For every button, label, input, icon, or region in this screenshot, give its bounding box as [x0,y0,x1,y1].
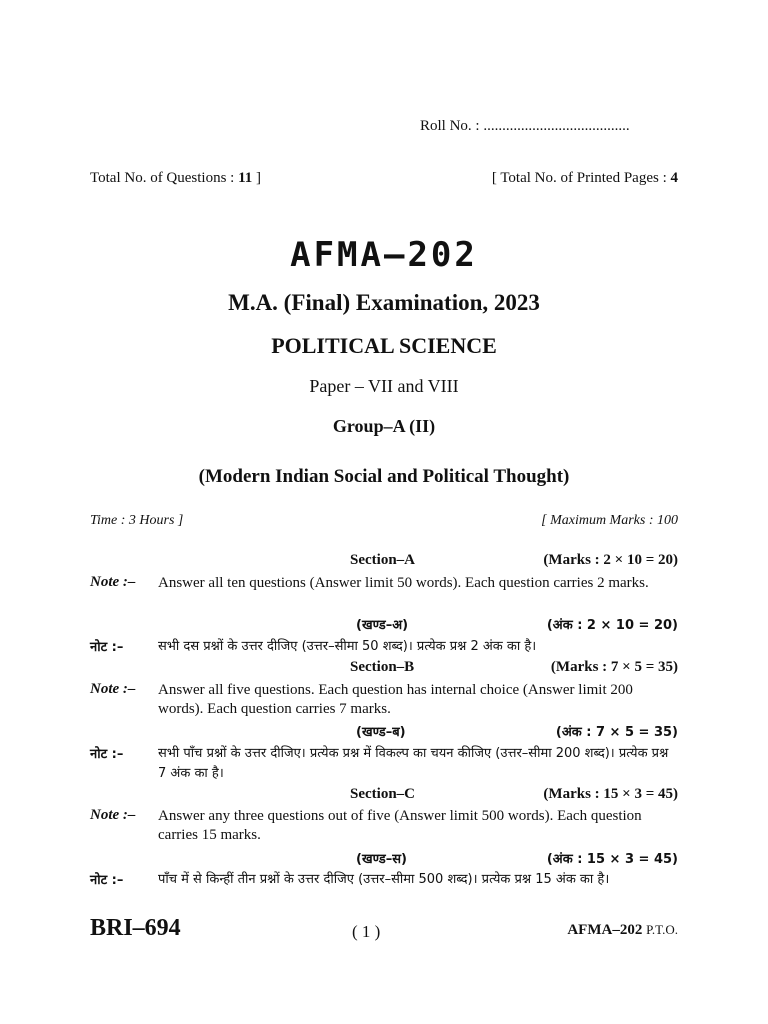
section-b-note-hindi: सभी पाँच प्रश्नों के उत्तर दीजिए। प्रत्येक प्रश्न में विकल्प का चयन कीजिए (उत्तर–सीमा 200 शब्द)। प्रत्येक प्रश्न 7 अंक का है। [158,746,669,781]
section-c-note-label-hindi: नोट :– [90,873,124,888]
page-number: ( 1 ) [352,922,381,941]
group-name: Group–A (II) [332,416,436,436]
footer-code: BRI–694 [90,915,181,941]
section-a-marks: (Marks : 2 × 10 = 20) [543,552,678,568]
section-b-note: Answer all five questions. Each question has internal choice (Answer limit 200 words). Each question carries 7 marks. [158,682,633,717]
section-a-note-label: Note :– [90,574,136,590]
section-c-heading-hindi: (खण्ड–स) [356,852,407,867]
section-b-marks: (Marks : 7 × 5 = 35) [550,659,678,675]
section-a-note: Answer all ten questions (Answer limit 50 words). Each question carries 2 marks. [158,575,649,591]
section-c-note-label: Note :– [90,807,136,823]
paper-number: Paper – VII and VIII [309,376,459,396]
total-questions [90,170,261,187]
time-allowed: Time : 3 Hours ] [90,513,184,528]
total-pages [492,170,678,187]
section-b-note-label: Note :– [90,681,136,697]
section-c-marks-hindi: (अंक : 15 × 3 = 45) [546,852,678,867]
section-b-marks-hindi: (अंक : 7 × 5 = 35) [555,725,678,740]
footer-paper-code [567,922,678,939]
total-pages-label: Total No. of Printed Pages : [500,170,667,186]
section-c-heading: Section–C [350,786,415,802]
section-b-heading: Section–B [350,659,415,675]
section-c-note-hindi: पाँच में से किन्हीं तीन प्रश्नों के उत्तर दीजिए (उत्तर–सीमा 500 शब्द)। प्रत्येक प्रश्न 15 अंक का है। [158,872,610,887]
section-b-heading-hindi: (खण्ड–ब) [356,725,406,740]
pto-label: P.T.O. [646,922,678,937]
section-b-note-label-hindi: नोट :– [90,747,124,762]
section-a-heading-hindi: (खण्ड–अ) [356,618,409,633]
section-a-note-label-hindi: नोट :– [90,640,124,655]
total-questions-value: 11 [238,170,253,186]
subject-name: POLITICAL SCIENCE [271,333,497,358]
topic-title: (Modern Indian Social and Political Thought) [198,466,570,487]
section-c-marks: (Marks : 15 × 3 = 45) [543,786,678,802]
section-a-heading: Section–A [350,552,415,568]
exam-name: M.A. (Final) Examination, 2023 [228,290,540,315]
section-a-note-hindi: सभी दस प्रश्नों के उत्तर दीजिए (उत्तर–सीमा 50 शब्द)। प्रत्येक प्रश्न 2 अंक का है। [158,639,537,654]
paper-code-title: AFMA–202 [290,235,478,275]
footer-paper-code-text: AFMA–202 [567,922,643,938]
total-pages-open: [ [491,170,497,186]
roll-number: Roll No. : ....................................... [420,118,630,134]
total-questions-close: ] [256,170,262,186]
maximum-marks: [ Maximum Marks : 100 [541,513,678,528]
total-pages-value: 4 [670,170,678,186]
total-questions-label: Total No. of Questions : [90,170,235,186]
section-c-note: Answer any three questions out of five (Answer limit 500 words). Each question carries 15 marks. [158,808,642,843]
section-a-marks-hindi: (अंक : 2 × 10 = 20) [546,618,678,633]
